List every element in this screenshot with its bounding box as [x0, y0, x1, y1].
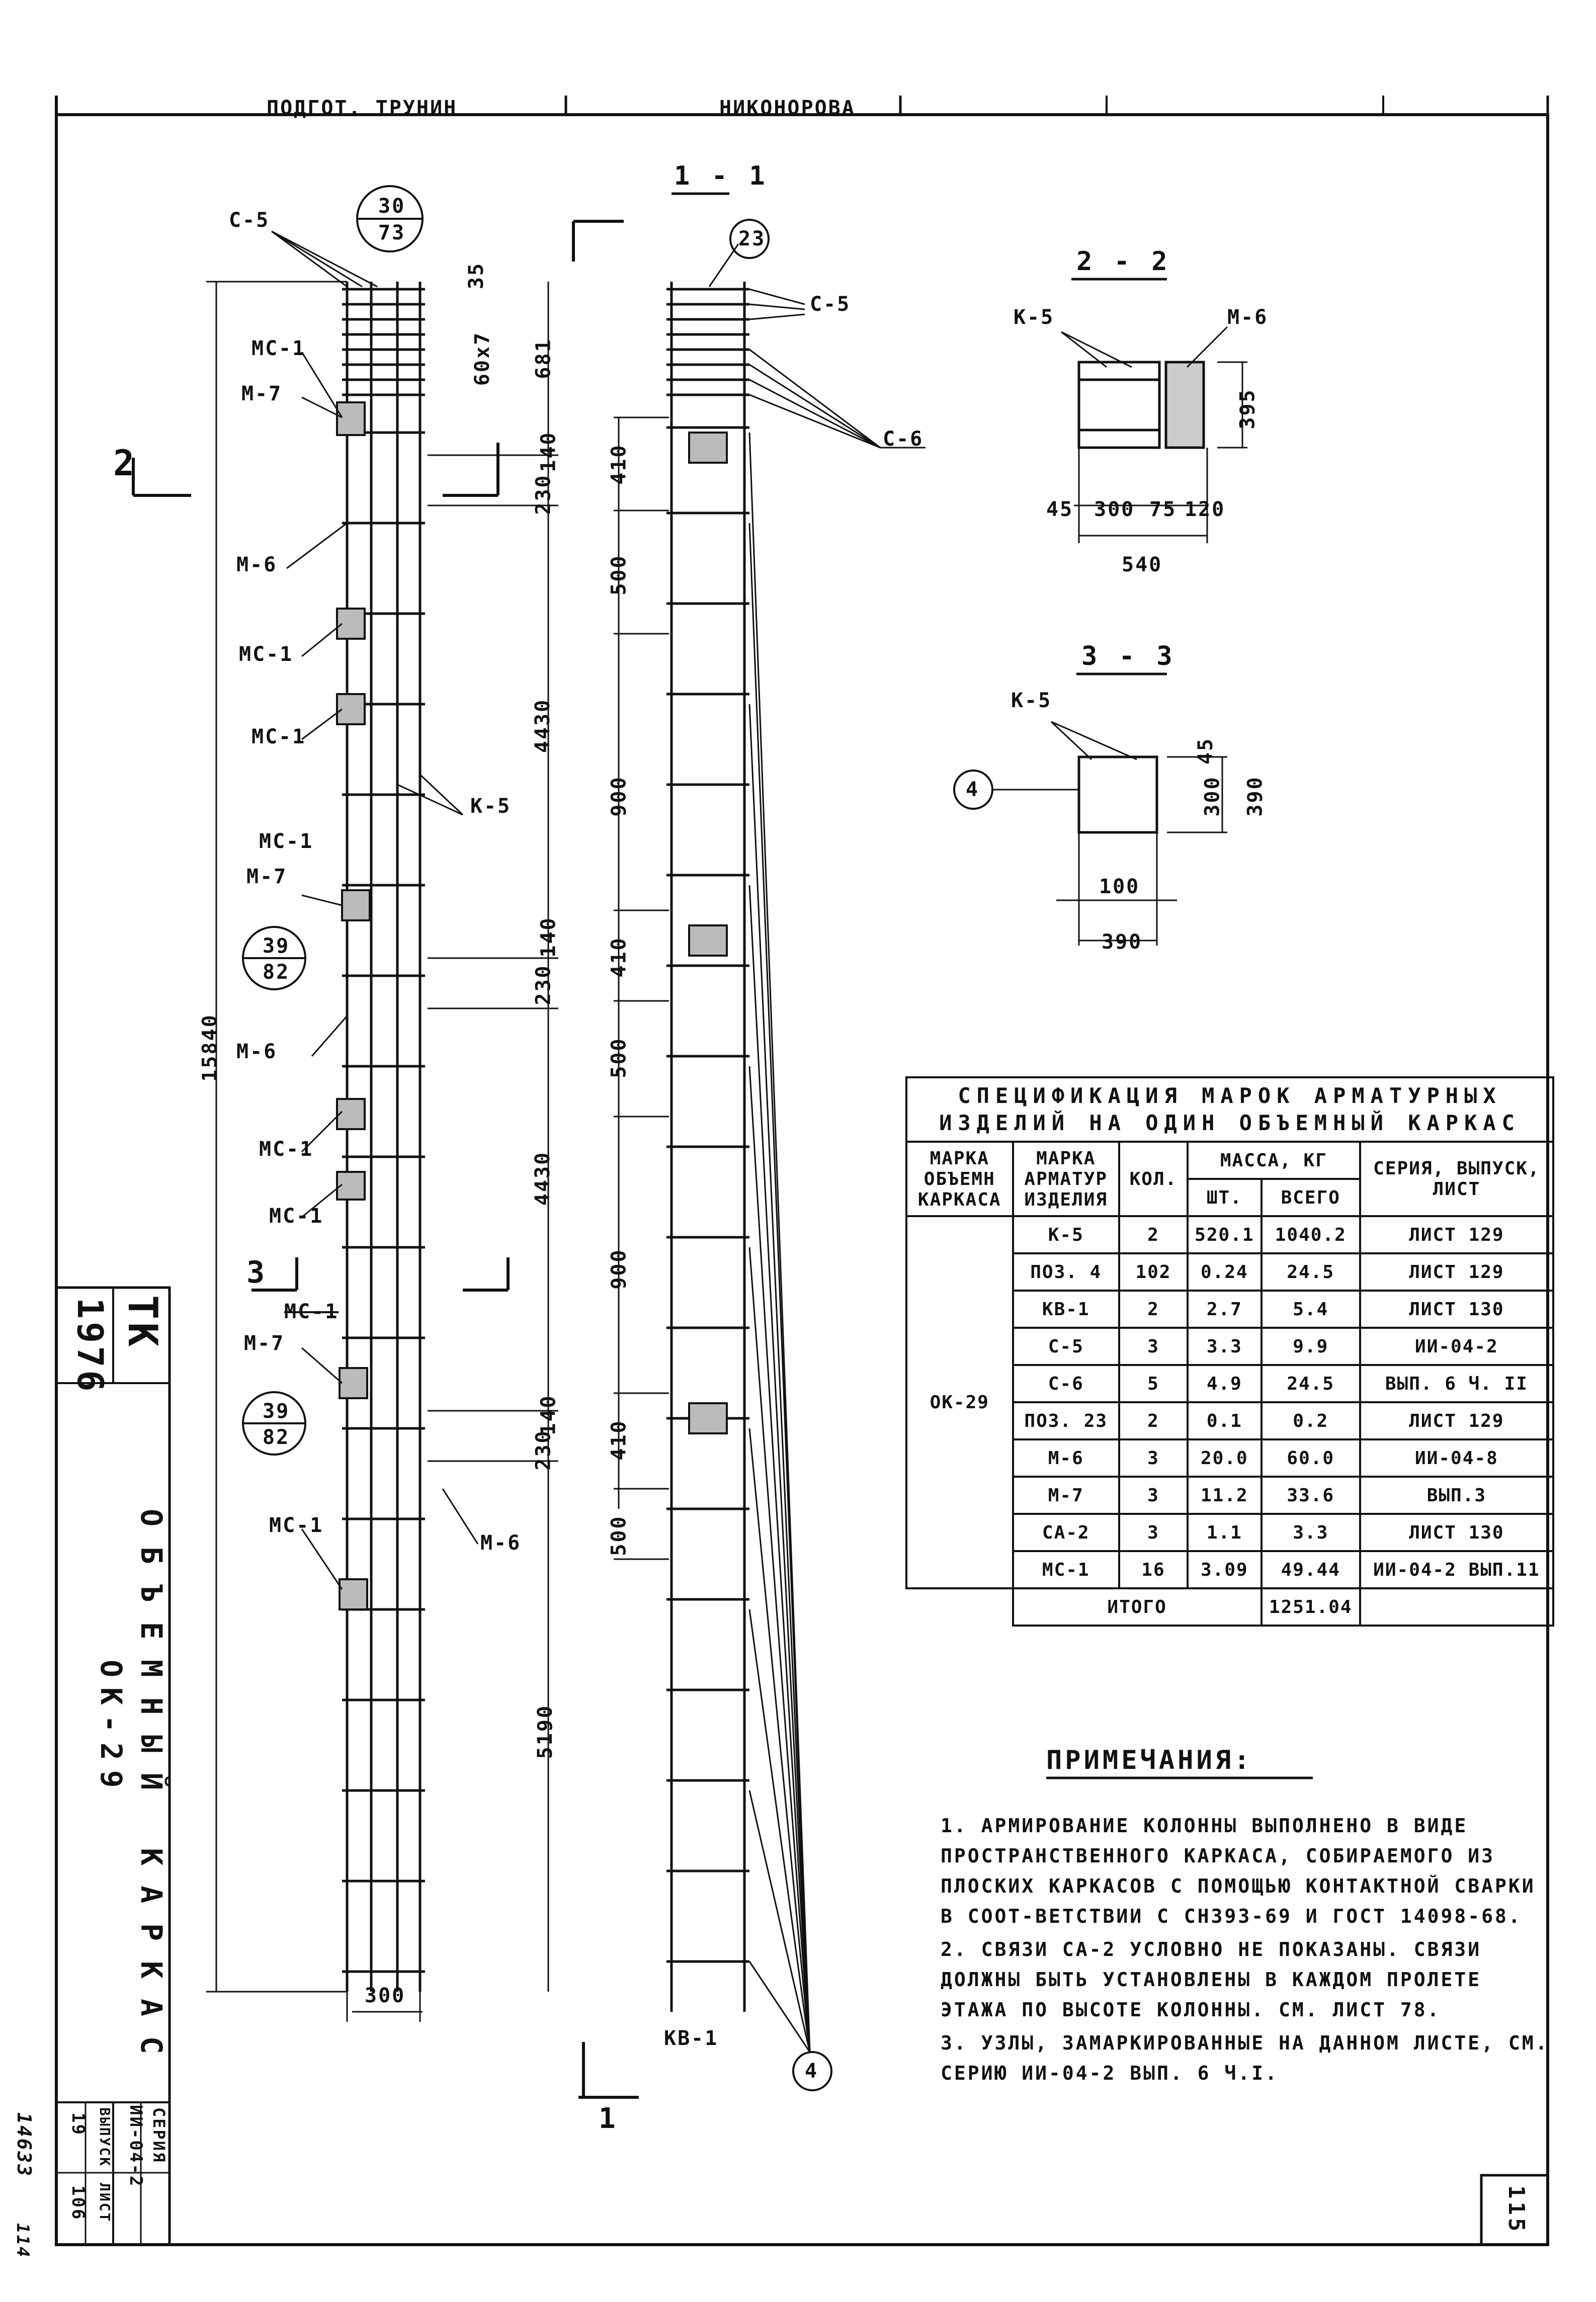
circle-30-top: 30: [378, 195, 406, 218]
section-3-3-drawing: [1079, 757, 1157, 832]
label-m6-b: М-6: [236, 1040, 278, 1063]
dim-540-s22: 540: [1122, 553, 1163, 576]
dim-300-s33: 300: [1201, 776, 1224, 817]
cell-unit: 1.1: [1188, 1514, 1262, 1551]
label-mc1-c: МС-1: [251, 725, 306, 748]
dim-75-s22: 75: [1149, 498, 1177, 521]
cell-total: 0.2: [1262, 1402, 1360, 1439]
cell-mark: КВ-1: [1013, 1291, 1120, 1328]
label-mc1-crossed: МС-1: [284, 1300, 339, 1323]
cell-ref: ЛИСТ 130: [1360, 1291, 1553, 1328]
cell-total: 3.3: [1262, 1514, 1360, 1551]
cell-unit: 20.0: [1188, 1439, 1262, 1477]
stamp-code: ОК-29: [94, 1660, 128, 1798]
dim-390-s33-h: 390: [1102, 930, 1143, 954]
dim-681: 681: [532, 338, 555, 379]
hdr-total: ВСЕГО: [1262, 1179, 1360, 1216]
cell-total: 60.0: [1262, 1439, 1360, 1477]
cell-total: 24.5: [1262, 1253, 1360, 1291]
dim-900-a: 900: [607, 776, 631, 817]
dim-500-c: 500: [607, 1515, 631, 1556]
cell-ref: ЛИСТ 129: [1360, 1253, 1553, 1291]
cell-qty: 2: [1119, 1402, 1188, 1439]
label-m7-a: М-7: [241, 382, 283, 405]
cell-ref: ЛИСТ 129: [1360, 1216, 1553, 1253]
note-3: 3. УЗЛЫ, ЗАМАРКИРОВАННЫЕ НА ДАННОМ ЛИСТЕ, СМ. СЕРИЮ ИИ-04-2 ВЫП. 6 Ч.I.: [941, 2032, 1549, 2084]
label-k5-elev: К-5: [470, 795, 512, 818]
cell-qty: 16: [1119, 1551, 1188, 1588]
page-number: 115: [1503, 2185, 1529, 2235]
cell-mark: М-6: [1013, 1439, 1120, 1477]
section-2-2-drawing: [1079, 362, 1204, 448]
circle-82-bottom-a: 82: [263, 961, 290, 984]
margin-number: 114: [13, 2223, 33, 2259]
label-m7-c: М-7: [244, 1332, 285, 1355]
hdr-mass: МАССА, КГ: [1188, 1142, 1360, 1179]
hdr-mark-frame: МАРКА ОБЪЕМН КАРКАСА: [906, 1142, 1013, 1216]
cell-total: 5.4: [1262, 1291, 1360, 1328]
hdr-unit: ШТ.: [1188, 1179, 1262, 1216]
label-kb1-s11: КВ-1: [664, 2027, 719, 2050]
margin-inventory-number: 14633: [13, 2112, 35, 2178]
label-mc1-e: МС-1: [259, 1138, 314, 1161]
label-m7-b: М-7: [246, 865, 288, 888]
stamp-tk: ТК: [119, 1295, 166, 1350]
specification-table: [905, 1076, 1554, 1627]
cell-unit: 0.24: [1188, 1253, 1262, 1291]
cell-ref: ИИ-04-2 ВЫП.11: [1360, 1551, 1553, 1588]
section-1-1-drawing: [666, 282, 749, 2012]
total-label: ИТОГО: [1013, 1588, 1262, 1626]
dim-410-a: 410: [607, 444, 631, 485]
label-mc1-b: МС-1: [239, 643, 294, 666]
cell-total: 33.6: [1262, 1477, 1360, 1514]
dim-4430-a: 4430: [531, 698, 555, 753]
section-mark-1: 1: [599, 2102, 619, 2135]
label-m6-c: М-6: [480, 1531, 522, 1555]
hdr-mark-item: МАРКА АРМАТУР ИЗДЕЛИЯ: [1013, 1142, 1120, 1216]
cell-qty: 3: [1119, 1477, 1188, 1514]
cell-unit: 4.9: [1188, 1365, 1262, 1402]
dim-395: 395: [1236, 388, 1259, 430]
cell-qty: 3: [1119, 1328, 1188, 1365]
cell-qty: 3: [1119, 1439, 1188, 1477]
table-row: [906, 1216, 1553, 1253]
cell-ref: ВЫП.3: [1360, 1477, 1553, 1514]
section-mark-3: 3: [246, 1255, 268, 1290]
dim-410-c: 410: [607, 1419, 631, 1461]
cell-mark: С-5: [1013, 1328, 1120, 1365]
cell-mark: М-7: [1013, 1477, 1120, 1514]
note-1: 1. АРМИРОВАНИЕ КОЛОННЫ ВЫПОЛНЕНО В ВИДЕ ПРОСТРАНСТВЕННОГО КАРКАСА, СОБИРАЕМОГО ИЗ ПЛОСКИХ КАРКАСОВ С ПОМОЩЬЮ КОНТАКТНОЙ СВАРКИ В СООТ-ВЕТСТВИИ С СН393-69 И ГОСТ 14098-68.: [941, 1815, 1536, 1927]
dim-500-b: 500: [607, 1037, 631, 1078]
stamp-issue-label: ВЫПУСК: [97, 2107, 113, 2168]
cell-qty: 102: [1119, 1253, 1188, 1291]
cell-unit: 2.7: [1188, 1291, 1262, 1328]
cell-unit: 11.2: [1188, 1477, 1262, 1514]
cell-mark: К-5: [1013, 1216, 1120, 1253]
label-m6-s22: М-6: [1227, 306, 1269, 329]
label-c5-s11: С-5: [810, 293, 851, 316]
cell-mark: ПОЗ. 23: [1013, 1402, 1120, 1439]
cell-mark: ПОЗ. 4: [1013, 1253, 1120, 1291]
dim-300-s22: 300: [1094, 498, 1135, 521]
total-value: 1251.04: [1262, 1588, 1360, 1626]
header-left-text: ПОДГОТ. ТРУНИН: [267, 97, 458, 120]
cell-mark: С-6: [1013, 1365, 1120, 1402]
dim-120-s22: 120: [1185, 498, 1226, 521]
cell-unit: 3.09: [1188, 1551, 1262, 1588]
section-3-3-title: 3 - 3: [1081, 641, 1175, 671]
circle-39-top-a: 39: [263, 934, 290, 958]
dim-390-s33-v: 390: [1243, 776, 1267, 817]
cell-qty: 2: [1119, 1216, 1188, 1253]
column-elevation: [342, 282, 425, 1992]
cell-ref: ЛИСТ 129: [1360, 1402, 1553, 1439]
stamp-sheet-label: ЛИСТ: [97, 2183, 113, 2223]
dim-5190: 5190: [534, 1704, 557, 1759]
stamp-issue: 19: [68, 2112, 88, 2136]
stamp-series: ИИ-04-2: [126, 2105, 146, 2188]
cell-ref: ИИ-04-8: [1360, 1439, 1553, 1477]
cell-total: 24.5: [1262, 1365, 1360, 1402]
dim-300-elev: 300: [365, 1984, 406, 2007]
notes-title: ПРИМЕЧАНИЯ:: [1046, 1745, 1253, 1775]
cell-mark: МС-1: [1013, 1551, 1120, 1588]
label-mc1-a: МС-1: [251, 337, 306, 360]
stamp-series-label: СЕРИЯ: [149, 2107, 169, 2164]
dim-35: 35: [465, 262, 488, 290]
cell-mark: СА-2: [1013, 1514, 1120, 1551]
circle-73-bottom: 73: [378, 221, 406, 244]
dim-45-s33: 45: [1194, 737, 1218, 765]
hdr-qty: КОЛ.: [1119, 1142, 1188, 1216]
section-1-1-title: 1 - 1: [674, 161, 768, 191]
circle-4-b: 4: [805, 2060, 819, 2083]
label-mc1-f: МС-1: [269, 1205, 324, 1228]
dim-900-b: 900: [607, 1248, 631, 1290]
stamp-sheet: 106: [68, 2185, 88, 2221]
label-c6-s11: С-6: [883, 428, 924, 451]
hdr-series: СЕРИЯ, ВЫПУСК, ЛИСТ: [1360, 1142, 1553, 1216]
label-mc1-d: МС-1: [259, 830, 314, 853]
cell-total: 9.9: [1262, 1328, 1360, 1365]
dim-60x7: 60х7: [471, 331, 494, 386]
label-mc1-g: МС-1: [269, 1514, 324, 1537]
cell-unit: 0.1: [1188, 1402, 1262, 1439]
circle-23: 23: [738, 227, 766, 250]
dim-140-a: 140: [537, 431, 560, 472]
header-right-text: НИКОНОРОВА: [719, 97, 856, 120]
cell-qty: 5: [1119, 1365, 1188, 1402]
dim-500-a: 500: [607, 554, 631, 595]
cell-qty: 2: [1119, 1291, 1188, 1328]
note-2: 2. СВЯЗИ СА-2 УСЛОВНО НЕ ПОКАЗАНЫ. СВЯЗИ ДОЛЖНЫ БЫТЬ УСТАНОВЛЕНЫ В КАЖДОМ ПРОЛЕТЕ ЭТАЖА ПО ВЫСОТЕ КОЛОННЫ. СМ. ЛИСТ 78.: [941, 1938, 1482, 2021]
cell-total: 1040.2: [1262, 1216, 1360, 1253]
cell-ref: ЛИСТ 130: [1360, 1514, 1553, 1551]
spec-title: СПЕЦИФИКАЦИЯ МАРОК АРМАТУРНЫХ ИЗДЕЛИЙ НА ОДИН ОБЪЕМНЫЙ КАРКАС: [906, 1077, 1553, 1142]
label-m6-a: М-6: [236, 553, 278, 576]
dim-140-b: 140: [537, 916, 560, 958]
cell-ref: ИИ-04-2: [1360, 1328, 1553, 1365]
dim-230-a: 230: [532, 474, 555, 515]
section-mark-2: 2: [113, 443, 138, 484]
label-c5-elev: С-5: [229, 209, 270, 232]
dim-100-s33: 100: [1099, 875, 1140, 898]
total-row: [906, 1588, 1553, 1626]
cell-ref: ВЫП. 6 Ч. II: [1360, 1365, 1553, 1402]
cell-unit: 520.1: [1188, 1216, 1262, 1253]
section-2-2-title: 2 - 2: [1076, 246, 1170, 277]
stamp-title: ОБЪЕМНЫЙ КАРКАС: [134, 1509, 169, 2074]
dim-410-b: 410: [607, 936, 631, 978]
cell-qty: 3: [1119, 1514, 1188, 1551]
circle-4-a: 4: [966, 778, 980, 801]
dim-230-b: 230: [532, 964, 555, 1005]
circle-39-top-b: 39: [263, 1400, 290, 1423]
frame-mark: ОК-29: [906, 1216, 1013, 1588]
cell-total: 49.44: [1262, 1551, 1360, 1588]
dim-230-c: 230: [532, 1429, 555, 1471]
stamp-year: 1976: [69, 1298, 111, 1395]
notes-list: [941, 1811, 1559, 2091]
cell-unit: 3.3: [1188, 1328, 1262, 1365]
dim-4430-b: 4430: [531, 1151, 555, 1206]
dim-140-c: 140: [537, 1394, 560, 1435]
dim-45-s22: 45: [1046, 498, 1074, 521]
label-k5-s22: К-5: [1014, 306, 1055, 329]
dim-15840: 15840: [198, 1013, 222, 1082]
circle-82-bottom-b: 82: [263, 1426, 290, 1449]
label-k5-s33: К-5: [1011, 689, 1052, 712]
